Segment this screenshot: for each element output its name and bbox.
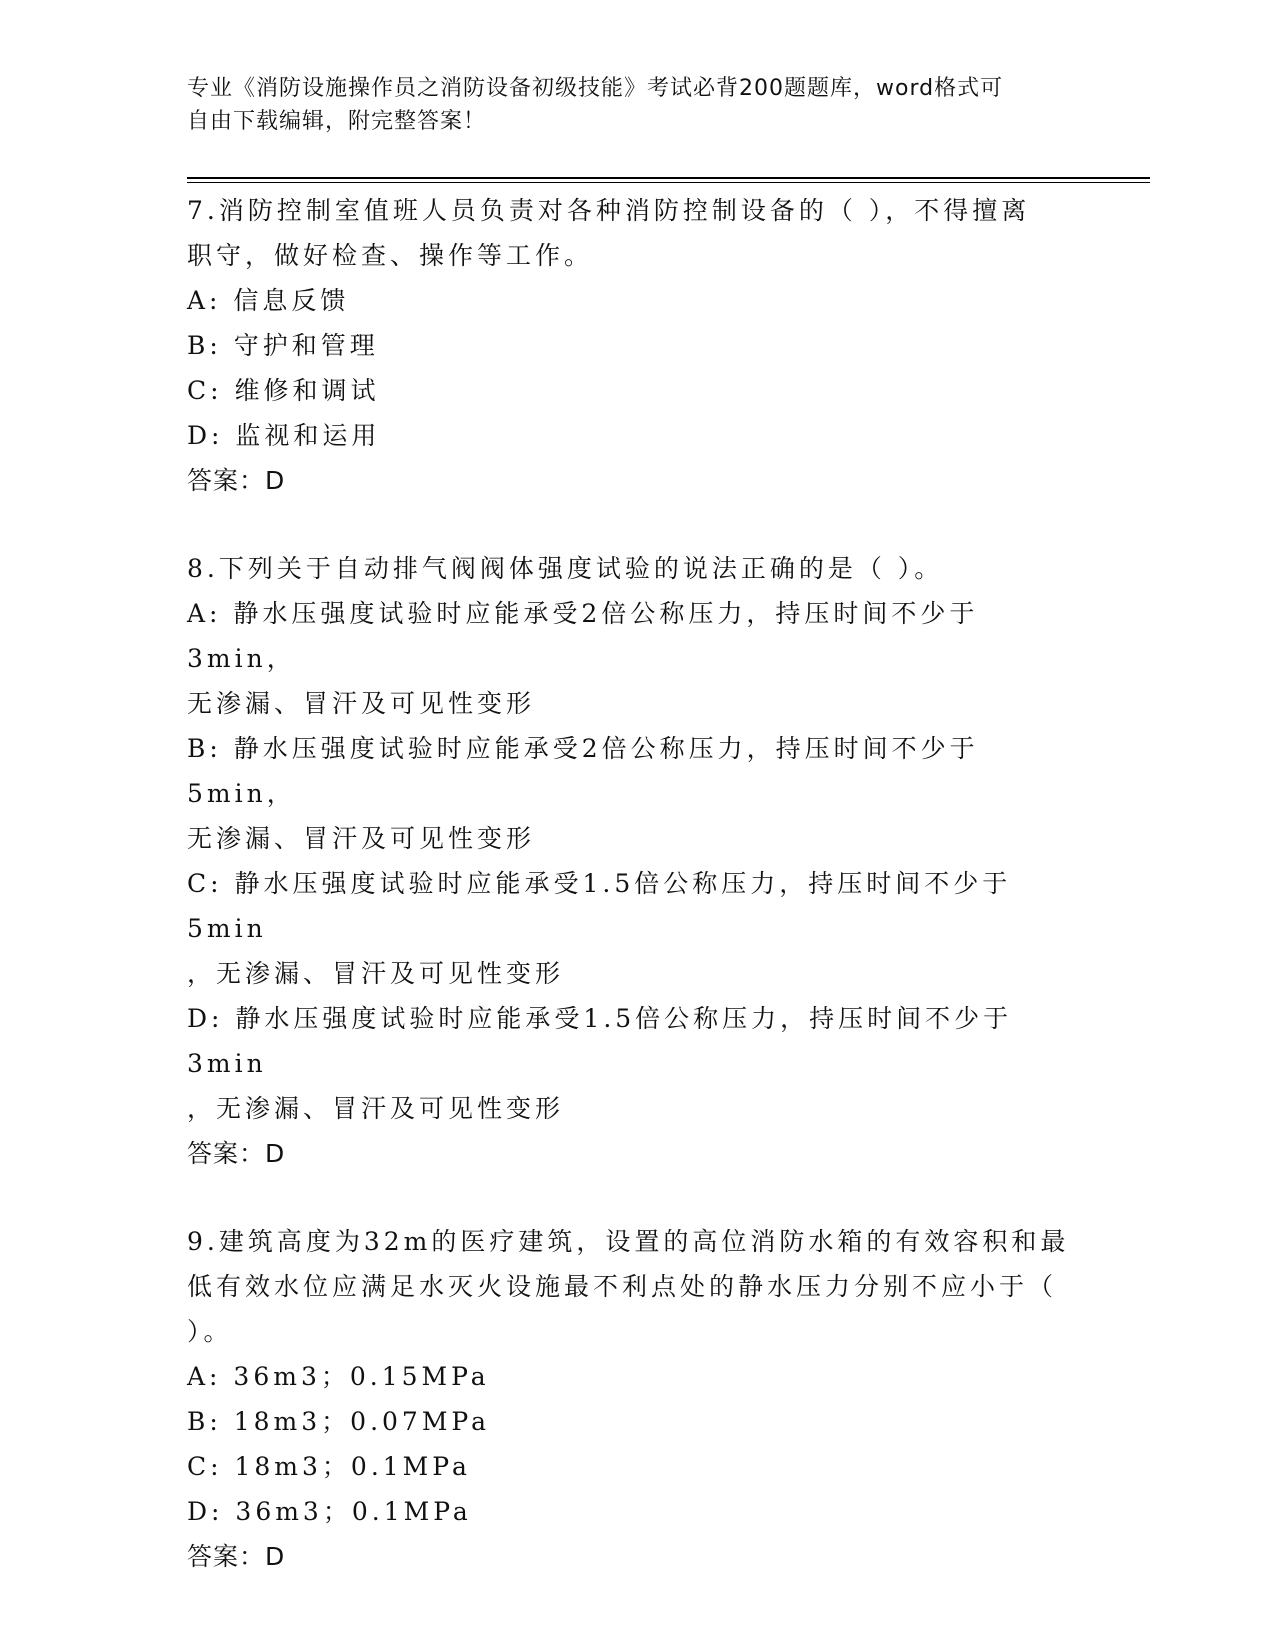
question-stem-line: 7.消防控制室值班人员负责对各种消防控制设备的（ ），不得擅离	[187, 196, 1031, 225]
document-header	[187, 72, 1067, 138]
question-7	[187, 188, 1087, 503]
question-stem-line: 职守，做好检查、操作等工作。	[187, 241, 594, 270]
option-d: D: 监视和运用	[187, 421, 381, 450]
question-stem-line: 8.下列关于自动排气阀阀体强度试验的说法正确的是（ ）。	[187, 554, 944, 583]
option-b: B: 守护和管理	[187, 331, 379, 360]
option-c-line-2: ，无渗漏、冒汗及可见性变形	[187, 959, 565, 988]
option-b: B: 18m3；0.07MPa	[187, 1407, 491, 1436]
option-c-line-1: C: 静水压强度试验时应能承受1.5倍公称压力，持压时间不少于5min	[187, 869, 1012, 943]
question-stem-line: 低有效水位应满足水灭火设施最不利点处的静水压力分别不应小于（	[187, 1272, 1058, 1301]
question-8	[187, 546, 1087, 1176]
answer-line: 答案：D	[187, 466, 286, 495]
option-d-line-1: D: 静水压强度试验时应能承受1.5倍公称压力，持压时间不少于3min	[187, 1004, 1013, 1078]
question-9	[187, 1219, 1087, 1579]
header-divider-thin	[187, 182, 1150, 183]
option-b-line-2: 无渗漏、冒汗及可见性变形	[187, 824, 536, 853]
option-c: C: 18m3；0.1MPa	[187, 1452, 471, 1481]
option-a: A: 36m3；0.15MPa	[187, 1362, 490, 1391]
answer-line: 答案：D	[187, 1139, 286, 1168]
question-stem-line: 9.建筑高度为32m的医疗建筑，设置的高位消防水箱的有效容积和最	[187, 1227, 1070, 1256]
option-d-line-2: ，无渗漏、冒汗及可见性变形	[187, 1094, 565, 1123]
option-c: C: 维修和调试	[187, 376, 380, 405]
option-d: D: 36m3；0.1MPa	[187, 1497, 472, 1526]
question-stem-line: ）。	[187, 1317, 233, 1346]
header-divider-thick	[187, 177, 1150, 179]
option-a-line-1: A: 静水压强度试验时应能承受2倍公称压力，持压时间不少于3min，	[187, 599, 979, 673]
option-a-line-2: 无渗漏、冒汗及可见性变形	[187, 689, 536, 718]
option-a: A: 信息反馈	[187, 286, 350, 315]
header-line-1: 专业《消防设施操作员之消防设备初级技能》考试必背200题题库，word格式可	[187, 76, 1004, 101]
header-line-2: 自由下载编辑，附完整答案！	[187, 109, 487, 134]
answer-line: 答案：D	[187, 1542, 286, 1571]
question-list	[187, 188, 1087, 1622]
option-b-line-1: B: 静水压强度试验时应能承受2倍公称压力，持压时间不少于5min，	[187, 734, 979, 808]
